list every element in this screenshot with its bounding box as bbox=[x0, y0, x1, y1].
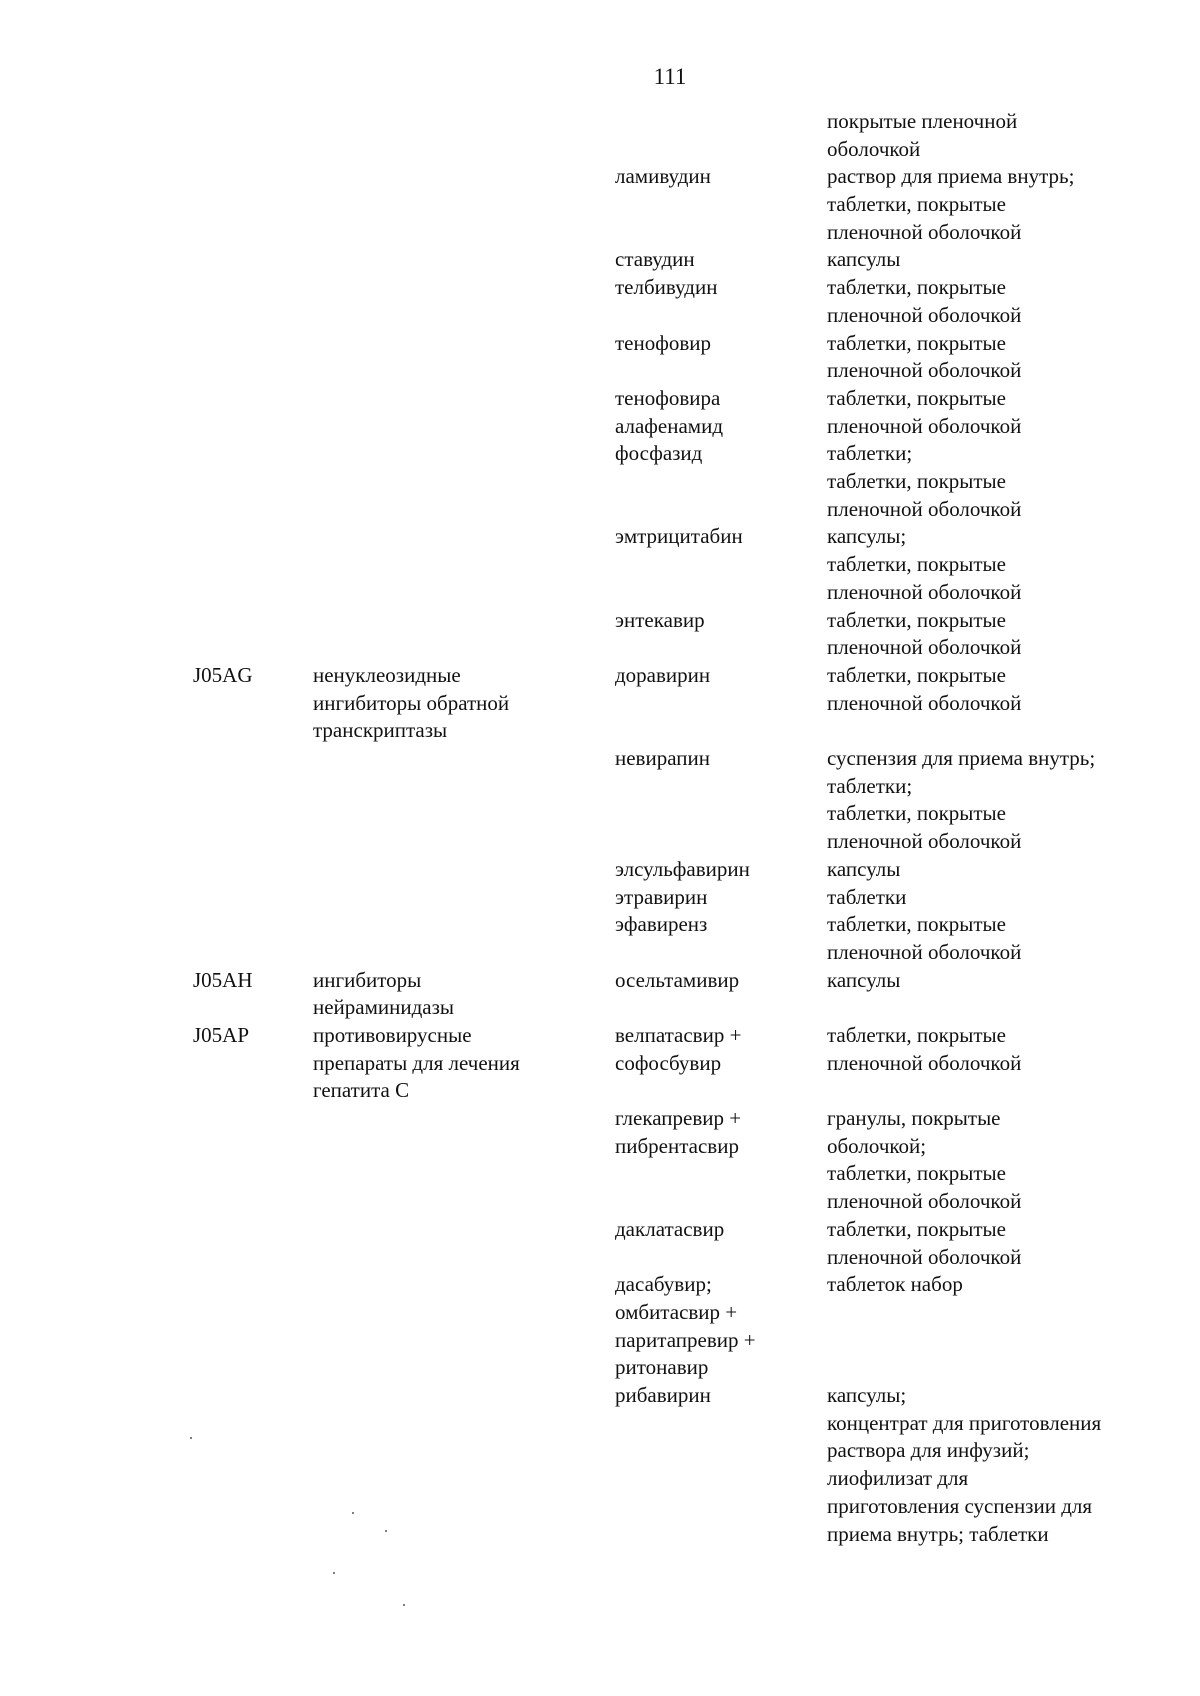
drug-name: телбивудин bbox=[615, 275, 718, 300]
table-row bbox=[0, 745, 1200, 856]
table-row bbox=[0, 330, 1200, 385]
group-name: ненуклеозидные ингибиторы обратной транскриптазы bbox=[313, 662, 510, 743]
dosage-form: капсулы bbox=[827, 247, 901, 272]
drug-name: ламивудин bbox=[615, 164, 711, 189]
group-name: ингибиторы нейраминидазы bbox=[313, 967, 455, 1020]
drug-name: доравирин bbox=[615, 662, 711, 687]
drug-name: эмтрицитабин bbox=[615, 524, 743, 549]
drug-name: дасабувир; омбитасвир + паритапревир + ритонавир bbox=[615, 1272, 756, 1380]
table-row bbox=[0, 967, 1200, 1022]
dosage-form: таблетки, покрытые пленочной оболочкой bbox=[827, 912, 1022, 964]
table-row bbox=[0, 246, 1200, 274]
table-row bbox=[0, 1271, 1200, 1382]
table-row bbox=[0, 884, 1200, 912]
drug-name: фосфазид bbox=[615, 441, 703, 466]
dosage-form: таблетки bbox=[827, 884, 907, 909]
table-row bbox=[0, 274, 1200, 329]
scan-speck bbox=[333, 1572, 335, 1574]
drug-name: велпатасвир + софосбувир bbox=[615, 1022, 742, 1075]
table-row bbox=[0, 523, 1200, 606]
table-row bbox=[0, 911, 1200, 966]
scan-speck bbox=[403, 1604, 405, 1606]
dosage-form: таблетки, покрытые пленочной оболочкой bbox=[827, 385, 1022, 438]
drug-name: глекапревир + пибрентасвир bbox=[615, 1106, 742, 1158]
dosage-form: капсулы bbox=[827, 856, 901, 881]
table-row bbox=[0, 385, 1200, 440]
group-name: противовирусные препараты для лечения гепатита C bbox=[313, 1022, 520, 1103]
scan-speck bbox=[385, 1530, 387, 1532]
dosage-form: таблетки, покрытые пленочной оболочкой bbox=[827, 1216, 1022, 1269]
atc-code: J05AH bbox=[193, 967, 253, 992]
scan-speck bbox=[190, 1437, 192, 1439]
drug-name: тенофовира алафенамид bbox=[615, 385, 724, 438]
dosage-form: капсулы bbox=[827, 967, 901, 992]
dosage-form: капсулы; концентрат для приготовления раствора для инфузий; лиофилизат для приготовления суспензии для приема внутрь; таблетки bbox=[827, 1383, 1102, 1546]
dosage-form: капсулы; таблетки, покрытые пленочной оболочкой bbox=[827, 524, 1022, 604]
dosage-form: покрытые пленочной оболочкой bbox=[827, 109, 1018, 161]
dosage-form: таблетки, покрытые пленочной оболочкой bbox=[827, 275, 1022, 327]
dosage-form: таблетки, покрытые пленочной оболочкой bbox=[827, 1022, 1022, 1075]
table-row bbox=[0, 163, 1200, 246]
drug-name: рибавирин bbox=[615, 1383, 711, 1408]
page-number: 111 bbox=[653, 64, 687, 89]
table-row bbox=[0, 1022, 1200, 1105]
drug-name: невирапин bbox=[615, 746, 710, 771]
drug-name: энтекавир bbox=[615, 607, 705, 632]
dosage-form: таблетки, покрытые пленочной оболочкой bbox=[827, 330, 1022, 383]
dosage-form: раствор для приема внутрь; таблетки, покрытые пленочной оболочкой bbox=[827, 164, 1075, 244]
drug-name: этравирин bbox=[615, 884, 708, 909]
table-row bbox=[0, 662, 1200, 745]
table-row bbox=[0, 108, 1200, 163]
drug-name: тенофовир bbox=[615, 330, 711, 355]
dosage-form: таблетки, покрытые пленочной оболочкой bbox=[827, 607, 1022, 660]
scan-speck bbox=[352, 1512, 354, 1514]
table-row bbox=[0, 607, 1200, 662]
dosage-form: суспензия для приема внутрь; таблетки; таблетки, покрытые пленочной оболочкой bbox=[827, 746, 1096, 854]
drug-name: осельтамивир bbox=[615, 967, 740, 992]
atc-code: J05AP bbox=[193, 1022, 250, 1047]
table-row bbox=[0, 1105, 1200, 1216]
drug-name: ставудин bbox=[615, 247, 695, 272]
table-row bbox=[0, 1216, 1200, 1271]
table-row bbox=[0, 1382, 1200, 1548]
atc-code: J05AG bbox=[193, 662, 253, 687]
dosage-form: таблеток набор bbox=[827, 1272, 963, 1297]
drug-name: элсульфавирин bbox=[615, 856, 750, 881]
dosage-form: таблетки, покрытые пленочной оболочкой bbox=[827, 662, 1022, 715]
table-row bbox=[0, 440, 1200, 523]
drug-name: эфавиренз bbox=[615, 912, 708, 937]
dosage-form: гранулы, покрытые оболочкой; таблетки, покрытые пленочной оболочкой bbox=[827, 1106, 1022, 1214]
table-row bbox=[0, 856, 1200, 884]
drug-table bbox=[0, 108, 1200, 1548]
drug-name: даклатасвир bbox=[615, 1216, 725, 1241]
dosage-form: таблетки; таблетки, покрытые пленочной оболочкой bbox=[827, 441, 1022, 521]
